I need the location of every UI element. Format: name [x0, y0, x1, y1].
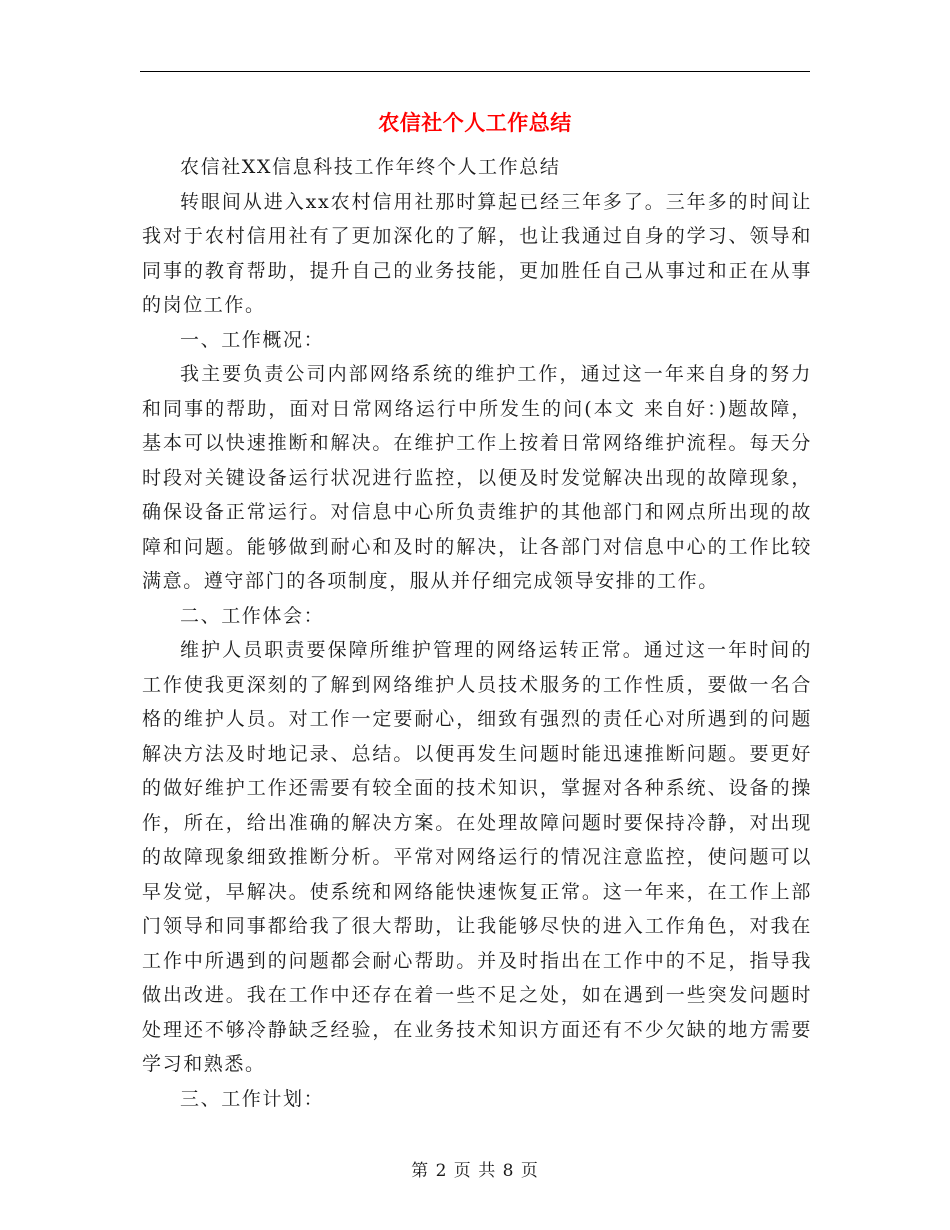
experience-paragraph: 维护人员职责要保障所维护管理的网络运转正常。通过这一年时间的工作使我更深刻的了解到网络维护人员技术服务的工作性质，要做一名合格的维护人员。对工作一定要耐心，细致有强烈的责任心对所遇到的问题解决方法及时地记录、总结。以便再发生问题时能迅速推断问题。要更好的做好维护工作还需要有较全面的技术知识，掌握对各种系统、设备的操作，所在，给出准确的解决方案。在处理故障问题时要保持冷静，对出现的故障现象细致推断分析。平常对网络运行的情况注意监控，使问题可以早发觉，早解决。使系统和网络能快速恢复正常。这一年来，在工作上部门领导和同事都给我了很大帮助，让我能够尽快的进入工作角色，对我在工作中所遇到的问题都会耐心帮助。并及时指出在工作中的不足，指导我做出改进。我在工作中还存在着一些不足之处，如在遇到一些突发问题时处理还不够冷静缺乏经验，在业务技术知识方面还有不少欠缺的地方需要学习和熟悉。 [142, 639, 812, 1075]
page-title: 农信社个人工作总结 [378, 110, 572, 135]
section-heading-plan: 三、工作计划： [180, 1087, 325, 1110]
intro-paragraph: 转眼间从进入xx农村信用社那时算起已经三年多了。三年多的时间让我对于农村信用社有了更加深化的了解，也让我通过自身的学习、领导和同事的教育帮助，提升自己的业务技能，更加胜任自己从事过和正在从事的岗位工作。 [142, 190, 812, 316]
section-heading-experience: 二、工作体会： [180, 604, 325, 627]
subtitle-paragraph: 农信社XX信息科技工作年终个人工作总结 [180, 156, 561, 178]
overview-paragraph: 我主要负责公司内部网络系统的维护工作，通过这一年来自身的努力和同事的帮助，面对日常网络运行中所发生的问(本文 来自好：)题故障，基本可以快速推断和解决。在维护工作上按着日常网络维护流程。每天分时段对关键设备运行状况进行监控，以便及时发觉解决出现的故障现象，确保设备正常运行。对信息中心所负责维护的其他部门和网点所出现的故障和问题。能够做到耐心和及时的解决，让各部门对信息中心的工作比较满意。遵守部门的各项制度，服从并仔细完成领导安排的工作。 [142, 363, 812, 592]
header-rule [140, 71, 810, 72]
section-heading-overview: 一、工作概况： [180, 328, 325, 351]
document-body [142, 150, 812, 1116]
page-footer: 第 2 页 共 8 页 [411, 1161, 539, 1181]
